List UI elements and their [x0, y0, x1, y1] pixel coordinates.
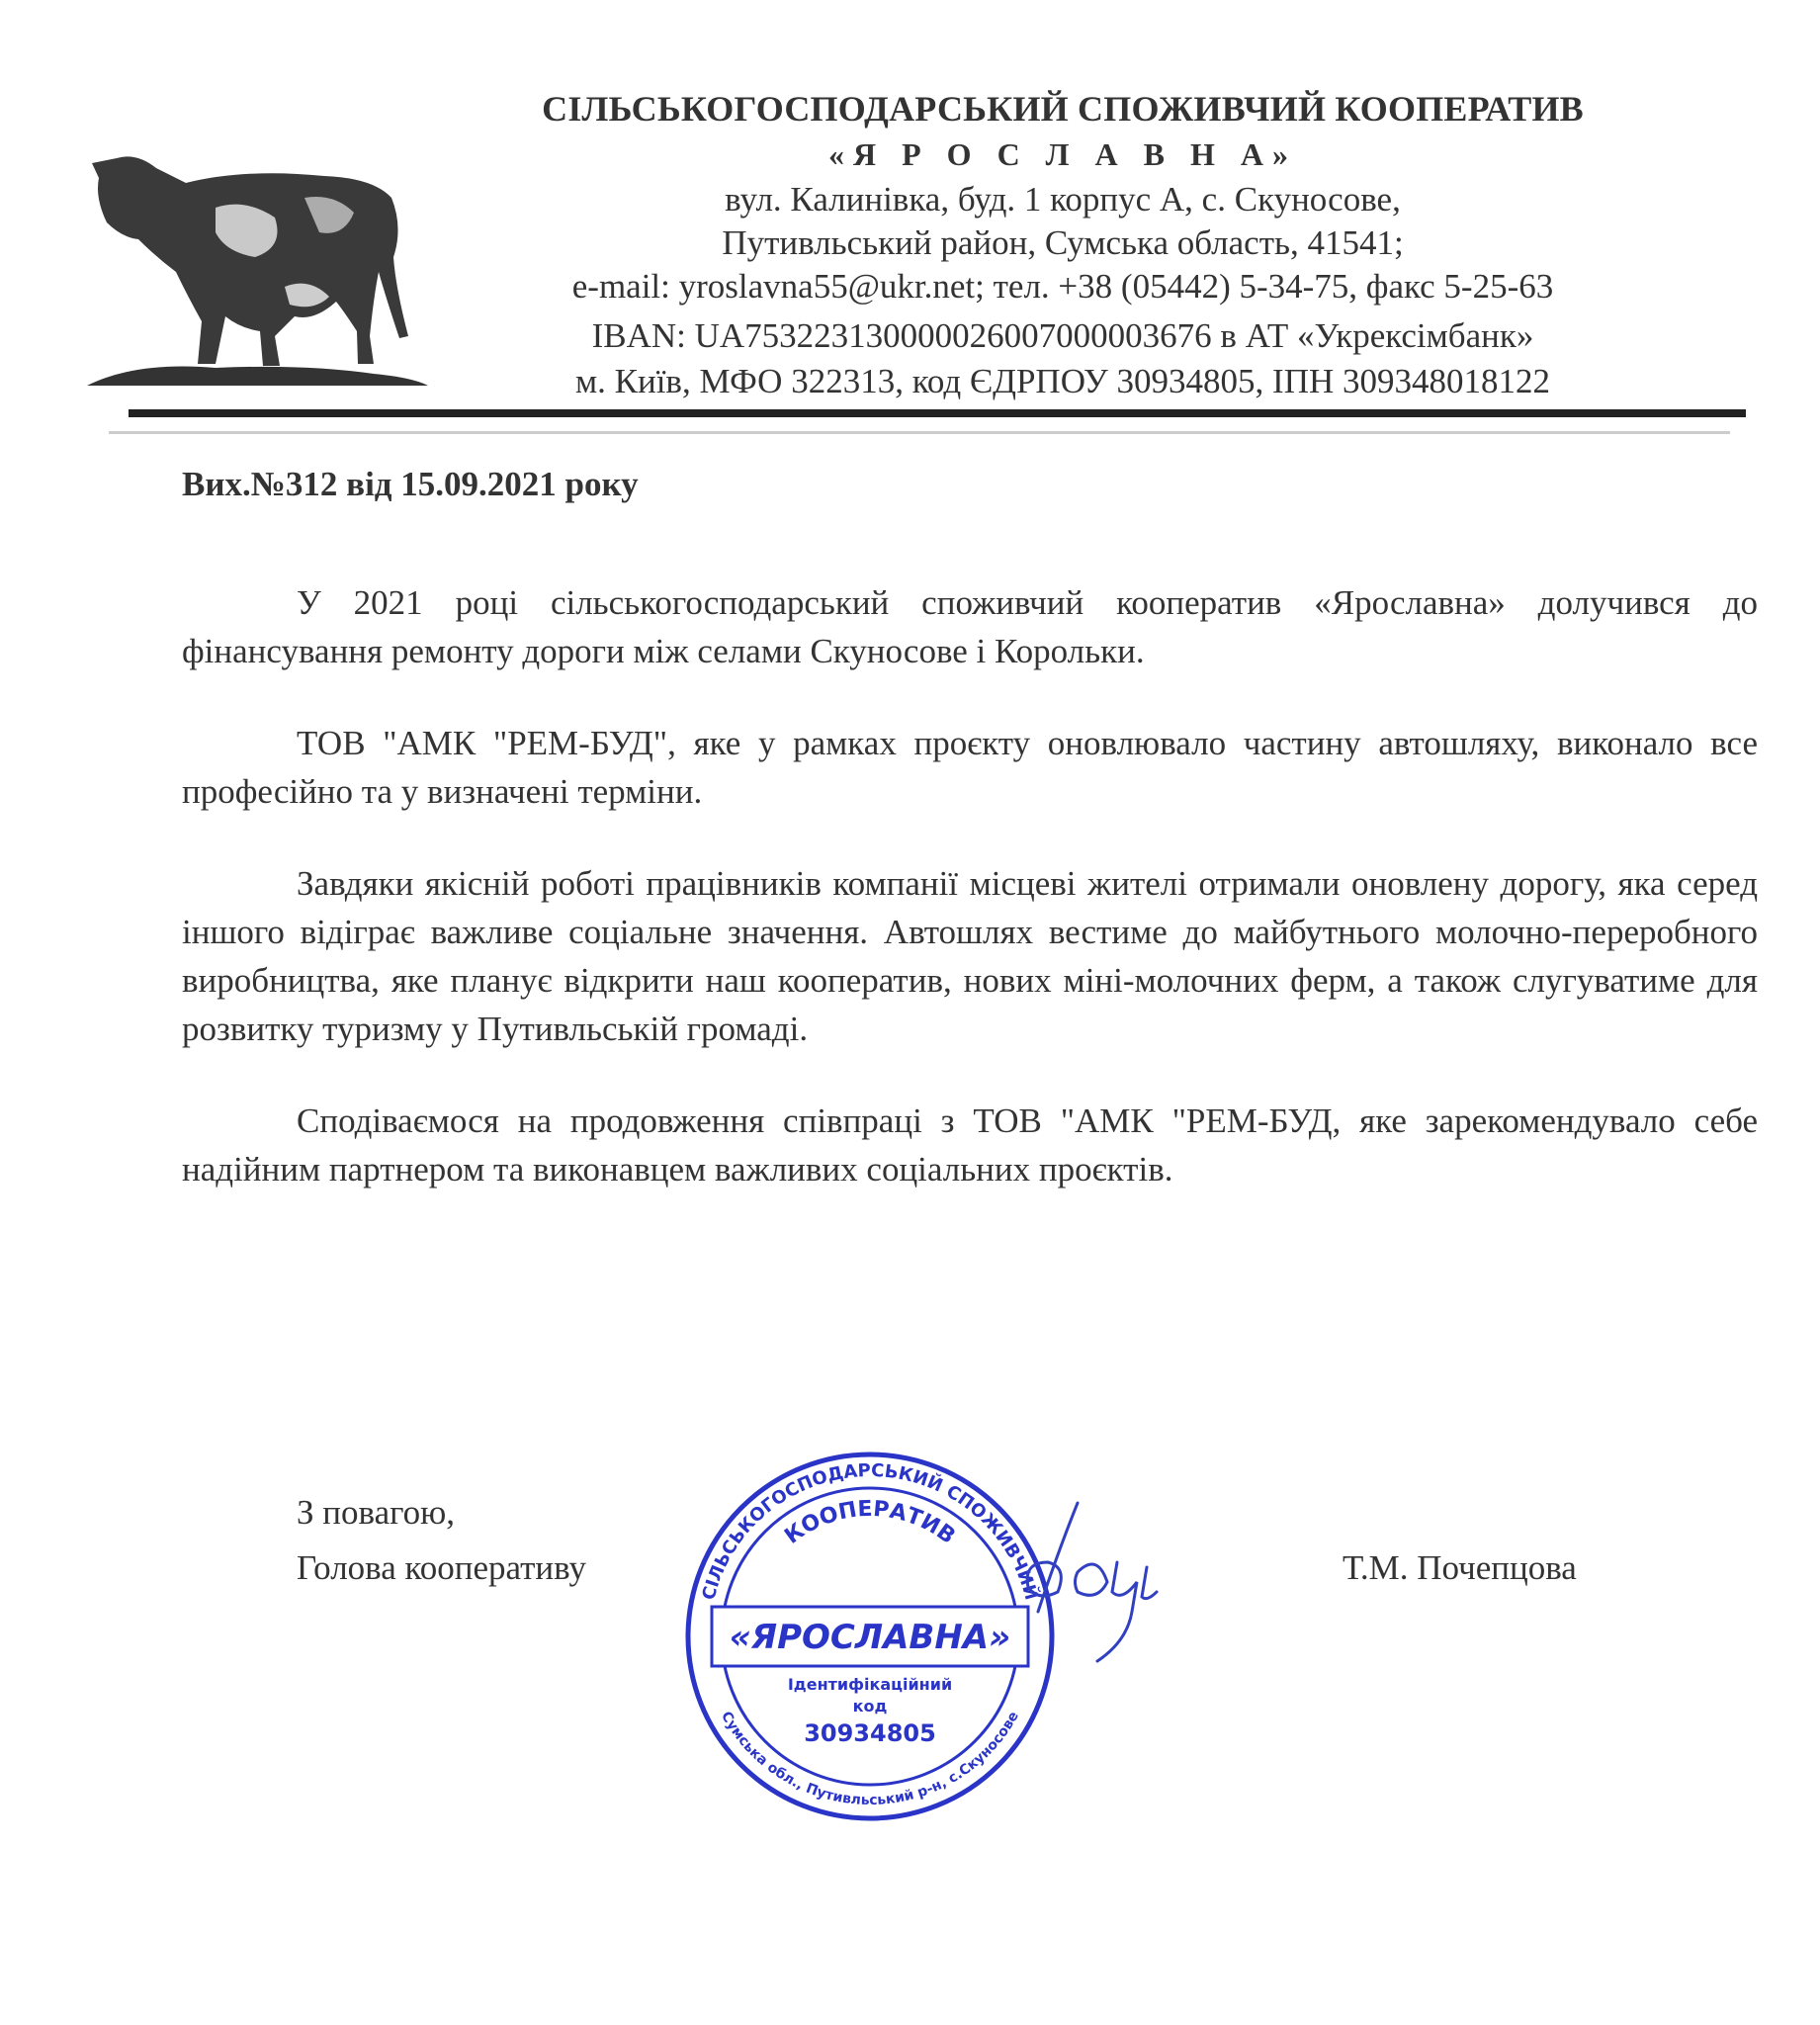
address-line-1: вул. Калинівка, буд. 1 корпус А, с. Скуносове, [725, 180, 1401, 219]
paragraph-4: Сподіваємося на продовження співпраці з ТОВ "АМК "РЕМ-БУД, яке зарекомендувало себе надійним партнером та виконавцем важливих соціальних проєктів. [182, 1101, 1758, 1189]
cooperative-name: «Я Р О С Л А В Н А» [828, 136, 1297, 172]
stamp-center-name: «ЯРОСЛАВНА» [729, 1618, 1011, 1657]
paragraph-3: Завдяки якісній роботі працівників компанії місцеві жителі отримали оновлену дорогу, яка серед іншого відіграє важливе соціальне значення. Автошлях вестиме до майбутнього молочно-переробного виробництва, яке планує відкрити наш кооператив, нових міні-молочних ферм, а також слугуватиме для розвитку туризму у Путивльській громаді. [182, 864, 1758, 1048]
cooperative-title: СІЛЬСЬКОГОСПОДАРСЬКИЙ СПОЖИВЧИЙ КООПЕРАТИВ [542, 89, 1584, 129]
stamp-bottom-text: Сумська обл., Путивльський р-н, с.Скуносове [718, 1709, 1022, 1809]
signatory-position: Голова кооперативу [297, 1548, 586, 1587]
stamp-outer-text: СІЛЬСЬКОГОСПОДАРСЬКИЙ СПОЖИВЧИЙ [698, 1459, 1042, 1603]
stamp-id-label: Ідентифікаційний [787, 1675, 953, 1694]
contacts-line: e-mail: yroslavna55@ukr.net; тел. +38 (05442) 5-34-75, факс 5-25-63 [571, 267, 1554, 306]
stamp-code-label: код [852, 1697, 888, 1716]
iban-line: IBAN: UA753223130000026007000003676 в АТ «Укрексімбанк» [591, 316, 1534, 355]
stamp-code: 30934805 [804, 1719, 936, 1747]
stamp-inner-text: КООПЕРАТИВ [780, 1496, 960, 1549]
paragraph-2: ТОВ "АМК "РЕМ-БУД", яке у рамках проєкту оновлювало частину автошляху, виконало все професійно та у визначені терміни. [182, 724, 1758, 811]
signatory-name: Т.М. Почепцова [1343, 1548, 1577, 1587]
bank-details-line: м. Київ, МФО 322313, код ЄДРПОУ 30934805, ІПН 309348018122 [574, 362, 1551, 400]
cooperative-stamp [682, 1449, 1058, 1824]
letter-body [182, 578, 1758, 1237]
outgoing-reference: Вих.№312 від 15.09.2021 року [182, 465, 639, 503]
paragraph-1: У 2021 році сільськогосподарський споживчий кооператив «Ярославна» долучився до фінансування ремонту дороги між селами Скуносове і Корольки. [182, 583, 1758, 670]
header-divider-shadow [109, 431, 1730, 434]
address-line-2: Путивльський район, Сумська область, 41541; [722, 223, 1404, 262]
cow-logo-icon [77, 138, 433, 391]
header-divider [129, 409, 1746, 417]
handwritten-signature [1018, 1493, 1186, 1671]
closing-regards: З повагою, [297, 1493, 455, 1532]
